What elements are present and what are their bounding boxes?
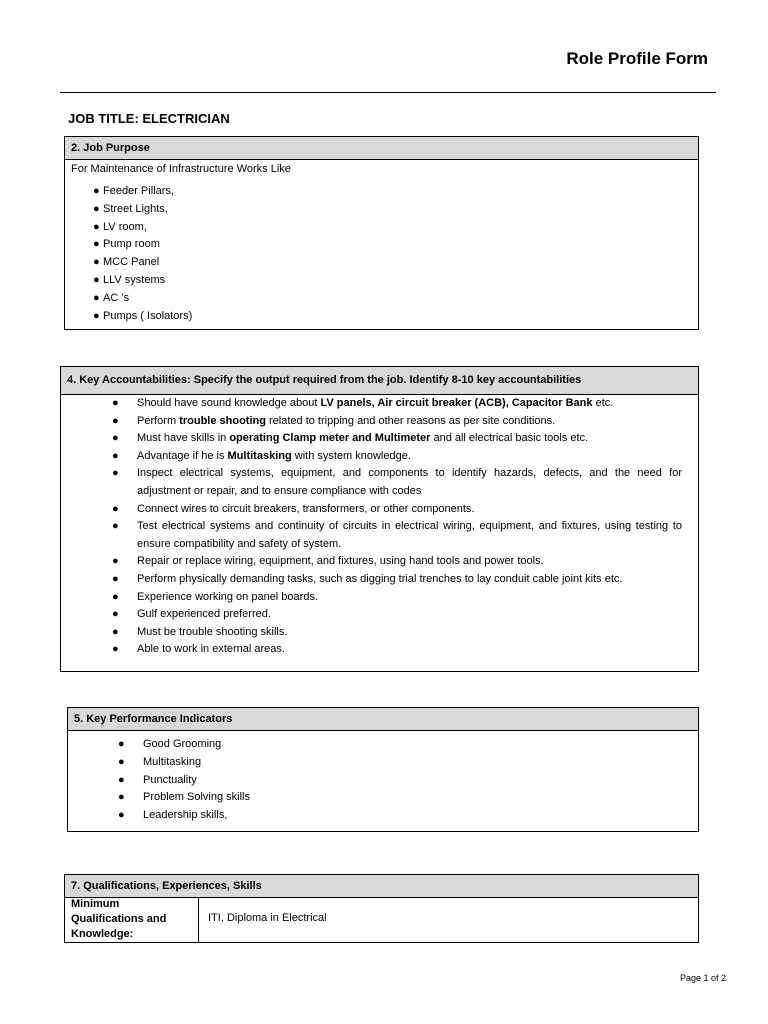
list-item-text: Test electrical systems and continuity of circuits in electrical wiring, equipment, and fixtures, using testing to ensure compatibility and safety of system. — [137, 520, 682, 550]
list-item — [68, 807, 250, 825]
list-item-text: Gulf experienced preferred. — [137, 608, 271, 621]
list-item — [61, 518, 698, 553]
bullet-icon: ● — [118, 755, 125, 768]
bullet-icon: ● — [93, 202, 100, 215]
list-item-text: LV room, — [103, 220, 147, 233]
list-item-text: AC ’s — [103, 291, 130, 304]
list-item-text: Must have skills in — [137, 432, 230, 445]
bullet-icon: ● — [93, 273, 100, 286]
bullet-icon: ● — [112, 590, 119, 603]
list-item-text: related to tripping and other reasons as per site conditions. — [265, 414, 556, 427]
bullet-icon: ● — [112, 520, 119, 533]
bullet-icon: ● — [118, 738, 125, 750]
list-item — [68, 772, 250, 790]
list-item-text: MCC Panel — [103, 256, 160, 269]
list-item — [61, 606, 698, 624]
bullet-icon: ● — [93, 256, 100, 269]
list-item — [61, 395, 698, 413]
bullet-icon: ● — [112, 449, 119, 462]
list-item-text: Repair or replace wiring, equipment, and fixtures, using hand tools and power tools. — [137, 555, 544, 568]
bullet-icon: ● — [112, 432, 119, 445]
list-item — [68, 736, 250, 754]
bullet-icon: ● — [93, 220, 100, 233]
form-title: Role Profile Form — [566, 49, 708, 68]
job-purpose-heading: 2. Job Purpose — [65, 137, 698, 160]
list-item-text: Connect wires to circuit breakers, transformers, or other components. — [137, 502, 475, 515]
list-item-text: Problem Solving skills — [143, 791, 250, 804]
list-item — [61, 571, 698, 589]
list-item — [93, 183, 192, 201]
list-item-text: Advantage if he is — [137, 449, 228, 462]
list-item-emphasis: Multitasking — [227, 449, 292, 462]
list-item-text: LLV systems — [103, 273, 166, 286]
list-item-text: Pump room — [103, 238, 160, 251]
list-item-text: Able to work in external areas. — [137, 643, 285, 656]
list-item — [61, 448, 698, 466]
bullet-icon: ● — [118, 791, 125, 804]
bullet-icon: ● — [112, 467, 119, 480]
bullet-icon: ● — [93, 238, 100, 251]
list-item — [93, 201, 192, 219]
kpi-section — [67, 707, 699, 832]
list-item-text: etc. — [592, 397, 614, 409]
list-item — [61, 413, 698, 431]
list-item — [61, 641, 698, 659]
qualifications-section — [64, 874, 699, 943]
list-item-text: and all electrical basic tools etc. — [430, 432, 589, 445]
list-item-text: Leadership skills, — [143, 809, 228, 822]
list-item — [93, 219, 192, 237]
list-item — [61, 501, 698, 519]
list-item — [68, 754, 250, 772]
qualifications-value: ITI, Diploma in Electrical — [208, 912, 327, 924]
bullet-icon: ● — [93, 309, 100, 322]
list-item-text: Must be trouble shooting skills. — [137, 625, 288, 638]
list-item-text: Experience working on panel boards. — [137, 590, 319, 603]
list-item — [61, 430, 698, 448]
list-item-text: Inspect electrical systems, equipment, and components to identify hazards, defects, and the need for adjustment or repair, and to ensure compliance with codes — [137, 467, 682, 497]
bullet-icon: ● — [112, 502, 119, 515]
bullet-icon: ● — [93, 291, 100, 304]
list-item-text: Perform — [137, 414, 180, 427]
list-item-text: Pumps ( Isolators) — [103, 309, 193, 322]
bullet-icon: ● — [118, 773, 125, 786]
list-item-text: Feeder Pillars, — [103, 185, 174, 197]
list-item — [93, 290, 192, 308]
list-item — [93, 236, 192, 254]
kpi-list — [68, 736, 250, 825]
qualifications-table — [65, 897, 698, 943]
list-item — [61, 553, 698, 571]
kpi-heading: 5. Key Performance Indicators — [68, 708, 698, 731]
list-item-emphasis: LV panels, Air circuit breaker (ACB), Capacitor Bank — [320, 397, 593, 409]
list-item — [61, 624, 698, 642]
bullet-icon: ● — [118, 809, 125, 822]
list-item — [68, 789, 250, 807]
list-item — [61, 465, 698, 500]
list-item-text: with system knowledge. — [291, 449, 411, 462]
bullet-icon: ● — [112, 572, 119, 585]
bullet-icon: ● — [112, 414, 119, 427]
job-purpose-list — [93, 183, 192, 325]
job-purpose-section — [64, 136, 699, 330]
page-number: Page 1 of 2 — [679, 973, 726, 983]
bullet-icon: ● — [93, 185, 100, 197]
list-item-text: Perform physically demanding tasks, such as digging trial trenches to lay conduit cable joint kits etc. — [137, 572, 623, 585]
key-accountabilities-heading: 4. Key Accountabilities: Specify the output required from the job. Identify 8-10 key accountabilities — [61, 367, 698, 395]
list-item-emphasis: operating Clamp meter and Multimeter — [229, 432, 431, 445]
bullet-icon: ● — [112, 625, 119, 638]
key-accountabilities-list — [61, 395, 698, 659]
title-rule — [60, 92, 716, 93]
list-item-text: Should have sound knowledge about — [137, 397, 321, 409]
list-item — [93, 272, 192, 290]
bullet-icon: ● — [112, 643, 119, 656]
bullet-icon: ● — [112, 608, 119, 621]
qualifications-label: Minimum Qualifications and Knowledge: — [65, 897, 199, 943]
bullet-icon: ● — [112, 555, 119, 568]
list-item-text: Punctuality — [143, 773, 197, 786]
list-item-text: Street Lights, — [103, 202, 168, 215]
key-accountabilities-section — [60, 366, 699, 672]
qualifications-heading: 7. Qualifications, Experiences, Skills — [65, 875, 698, 898]
list-item-text: Multitasking — [143, 755, 202, 768]
list-item — [93, 254, 192, 272]
list-item-text: Good Grooming — [143, 738, 222, 750]
list-item-emphasis: trouble shooting — [179, 414, 266, 427]
list-item — [61, 589, 698, 607]
job-title: JOB TITLE: ELECTRICIAN — [68, 111, 230, 126]
job-purpose-intro: For Maintenance of Infrastructure Works Like — [71, 163, 291, 175]
list-item — [93, 308, 192, 326]
bullet-icon: ● — [112, 397, 119, 409]
